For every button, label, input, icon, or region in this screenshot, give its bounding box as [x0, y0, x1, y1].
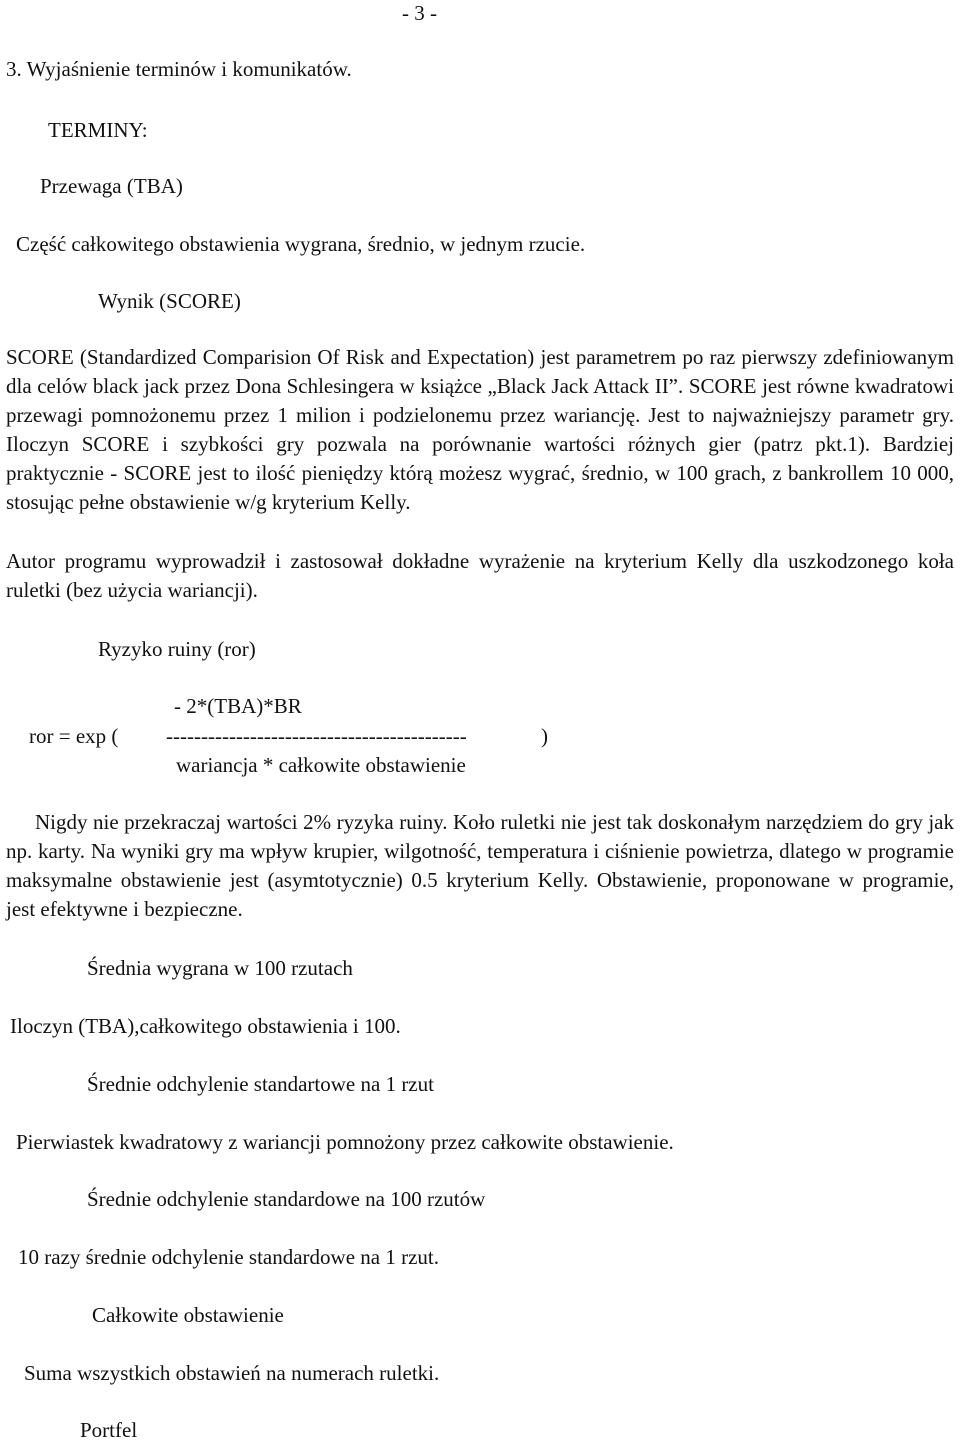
definition-avg-win: Iloczyn (TBA),całkowitego obstawienia i 100. [10, 1014, 401, 1038]
paragraph-score-author: Autor programu wyprowadził i zastosował dokładne wyrażenie na kryterium Kelly dla uszkodzonego koła ruletki (bez użycia wariancji). [6, 549, 954, 602]
ror-formula [0, 690, 960, 780]
terms-label: TERMINY: [48, 118, 148, 142]
term-std-dev-100: Średnie odchylenie standardowe na 100 rzutów [87, 1187, 486, 1211]
formula-numerator: - 2*(TBA)*BR [174, 694, 302, 718]
formula-lhs: ror = exp ( [29, 724, 119, 748]
term-ror: Ryzyko ruiny (ror) [98, 637, 256, 661]
term-std-dev-1: Średnie odchylenie standartowe na 1 rzut [87, 1072, 434, 1096]
section-heading: 3. Wyjaśnienie terminów i komunikatów. [6, 57, 352, 81]
term-portfolio: Portfel [80, 1418, 138, 1442]
term-total-bet: Całkowite obstawienie [92, 1303, 284, 1327]
definition-tba: Część całkowitego obstawienia wygrana, średnio, w jednym rzucie. [16, 232, 586, 256]
definition-std-dev-1: Pierwiastek kwadratowy z wariancji pomnożony przez całkowite obstawienie. [16, 1130, 674, 1154]
definition-total-bet: Suma wszystkich obstawień na numerach ruletki. [24, 1361, 440, 1385]
term-tba: Przewaga (TBA) [40, 174, 183, 198]
page-number: - 3 - [402, 1, 437, 25]
formula-right-paren: ) [541, 724, 548, 748]
definition-std-dev-100: 10 razy średnie odchylenie standardowe na 1 rzut. [18, 1245, 440, 1269]
paragraph-ror-note: Nigdy nie przekraczaj wartości 2% ryzyka ruiny. Koło ruletki nie jest tak doskonałym narzędziem do gry jak np. karty. Na wyniki gry ma wpływ krupier, wilgotność, temperatura i ciśnienie powietrza, dlatego w programie maksymalne obstawienie jest (asymtotycznie) 0.5 kryterium Kelly. Obstawienie, proponowane w programie, jest efektywne i bezpieczne. [6, 810, 954, 921]
paragraph-score-definition: SCORE (Standardized Comparision Of Risk and Expectation) jest parametrem po raz pierwszy zdefiniowanym dla celów black jack przez Dona Schlesingera w książce „Black Jack Attack II”. SCORE jest równe kwadratowi przewagi pomnożonemu przez 1 milion i podzielonemu przez wariancję. Jest to najważniejszy parametr gry. Iloczyn SCORE i szybkości gry pozwala na porównanie wartości różnych gier (patrz pkt.1). Bardziej praktycznie - SCORE jest to ilość pieniędzy którą możesz wygrać, średnio, w 100 grach, z bankrollem 10 000, stosując pełne obstawienie w/g kryterium Kelly. [6, 345, 954, 514]
term-score: Wynik (SCORE) [98, 289, 241, 313]
formula-fraction-bar: ------------------------------------------- [166, 724, 467, 748]
term-avg-win: Średnia wygrana w 100 rzutach [87, 956, 353, 980]
formula-denominator: wariancja * całkowite obstawienie [176, 753, 466, 777]
